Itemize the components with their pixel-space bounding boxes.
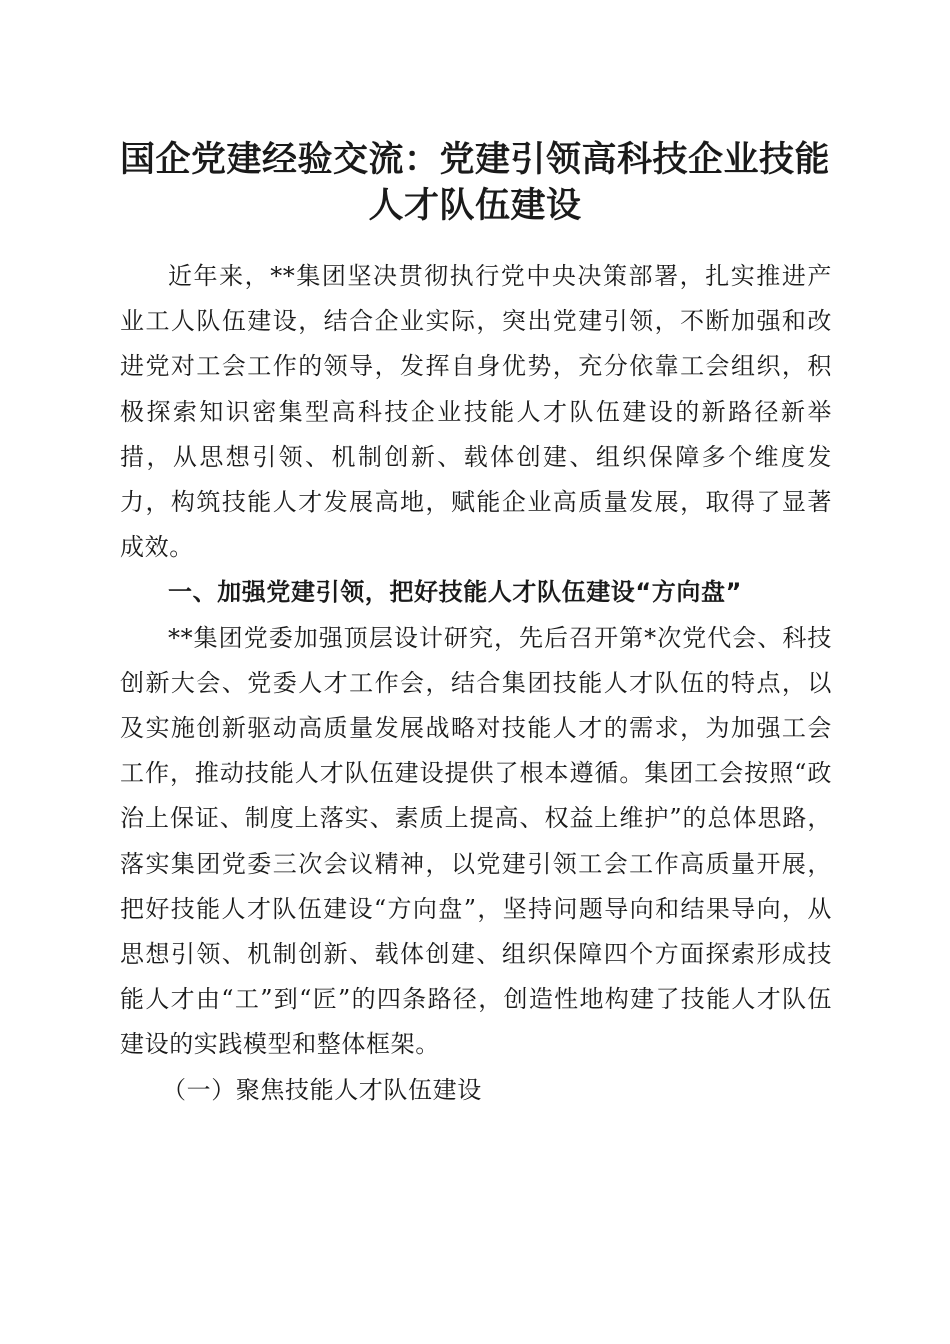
section-1-paragraph: **集团党委加强顶层设计研究，先后召开第*次党代会、科技创新大会、党委人才工作会，结合集团技能人才队伍的特点，以及实施创新驱动高质量发展战略对技能人才的需求，为加强工会工作，推动技能人才队伍建设提供了根本遵循。集团工会按照“政治上保证、制度上落实、素质上提高、权益上维护”的总体思路，落实集团党委三次会议精神，以党建引领工会工作高质量开展，把好技能人才队伍建设“方向盘”，坚持问题导向和结果导向，从思想引领、机制创新、载体创建、组织保障四个方面探索形成技能人才由“工”到“匠”的四条路径，创造性地构建了技能人才队伍建设的实践模型和整体框架。 xyxy=(120,623,832,1059)
section-heading-1: 一、加强党建引领，把好技能人才队伍建设“方向盘” xyxy=(168,578,742,607)
document-body xyxy=(120,254,832,1113)
document-title-line-1: 国企党建经验交流：党建引领高科技企业技能 xyxy=(119,140,830,180)
subsection-heading-1: （一）聚焦技能人才队伍建设 xyxy=(162,1075,482,1104)
document-title-line-2: 人才队伍建设 xyxy=(368,186,582,226)
intro-paragraph: 近年来，**集团坚决贯彻执行党中央决策部署，扎实推进产业工人队伍建设，结合企业实际，突出党建引领，不断加强和改进党对工会工作的领导，发挥自身优势，充分依靠工会组织，积极探索知识密集型高科技企业技能人才队伍建设的新路径新举措，从思想引领、机制创新、载体创建、组织保障多个维度发力，构筑技能人才发展高地，赋能企业高质量发展，取得了显著成效。 xyxy=(120,262,832,562)
